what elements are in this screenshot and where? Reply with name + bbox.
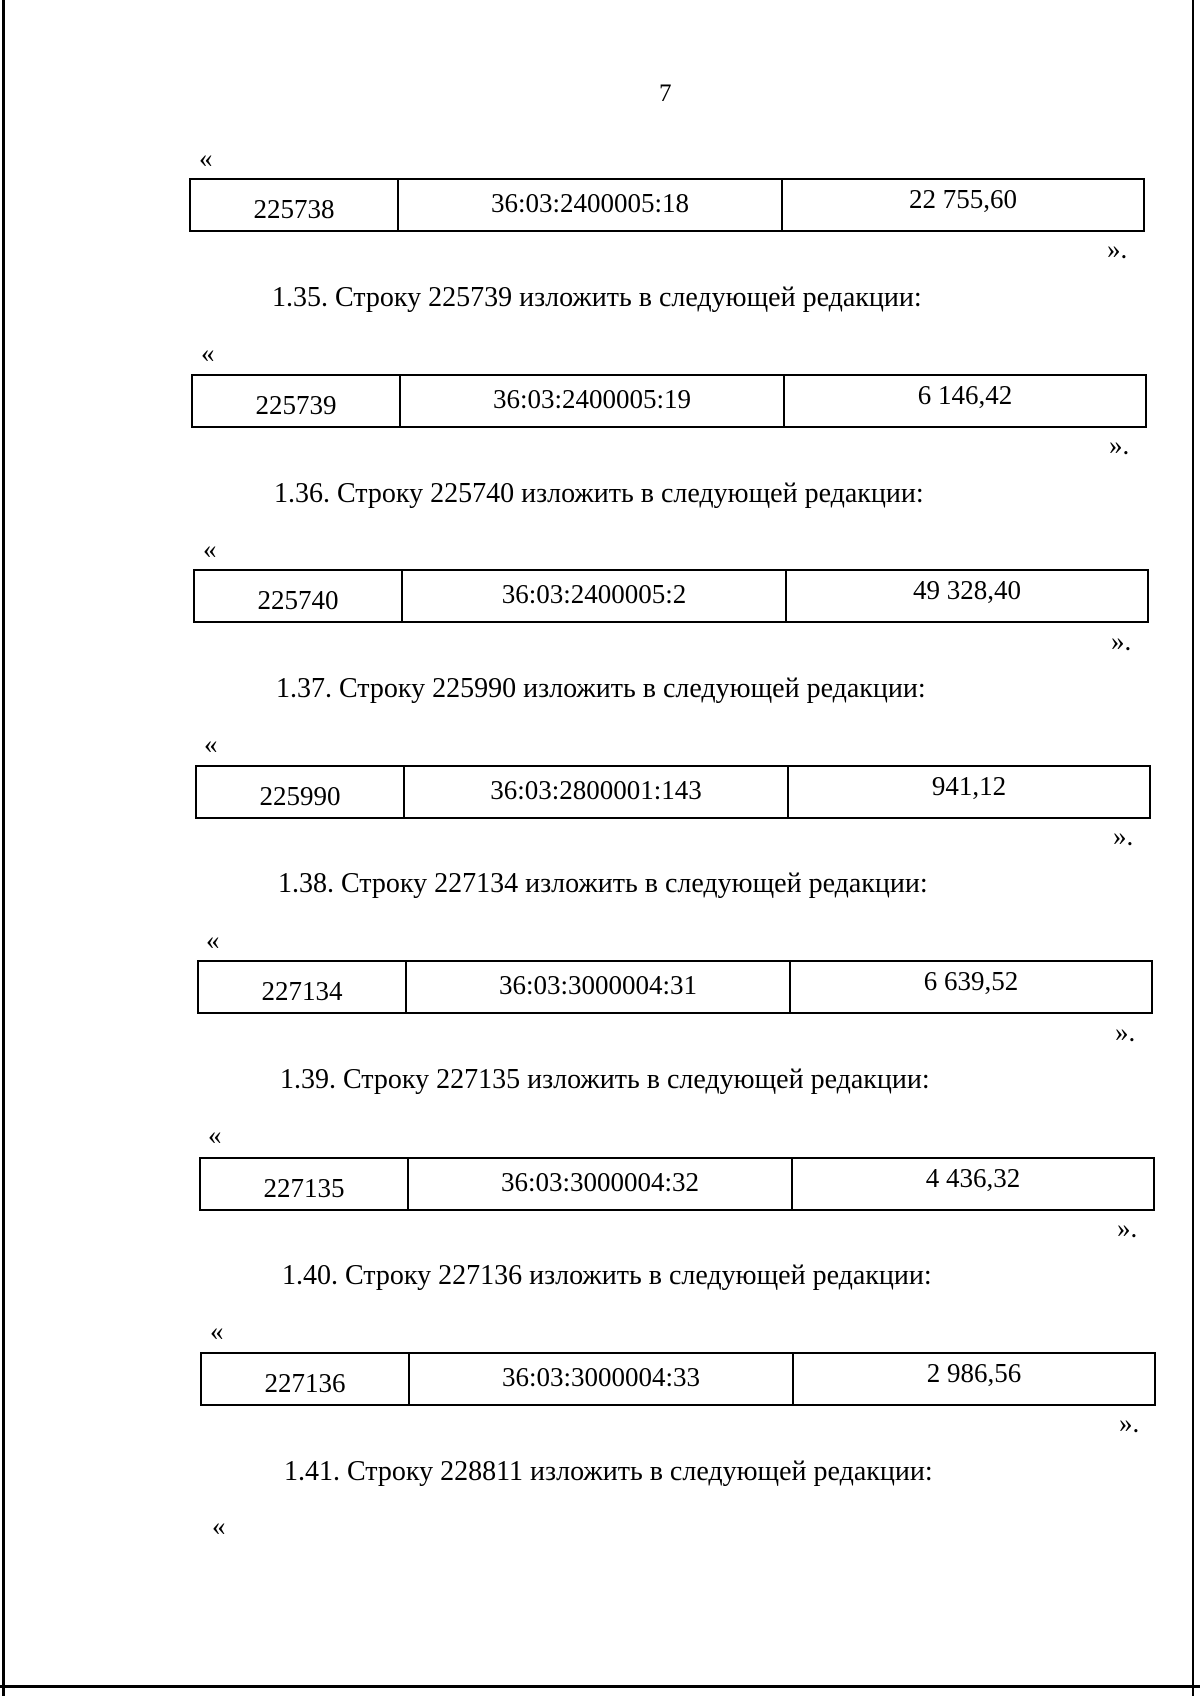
data-table-row (193, 569, 1149, 623)
data-table-row (200, 1352, 1156, 1406)
row-code-cell: 225740 (195, 571, 403, 621)
opening-quote: « (203, 534, 217, 564)
cadastral-number-cell: 36:03:2400005:2 (403, 571, 787, 621)
section-heading: 1.36. Строку 225740 изложить в следующей редакции: (274, 478, 924, 509)
cadastral-number-cell: 36:03:3000004:32 (409, 1159, 793, 1209)
cadastral-number-cell: 36:03:3000004:33 (410, 1354, 794, 1404)
opening-quote: « (201, 338, 215, 368)
closing-quote: ». (1119, 1408, 1140, 1438)
row-code-cell: 227135 (201, 1159, 409, 1209)
page-edge-bottom (0, 1685, 1200, 1688)
closing-quote: ». (1115, 1017, 1136, 1047)
value-cell: 22 755,60 (909, 184, 1017, 214)
section-heading: 1.41. Строку 228811 изложить в следующей редакции: (284, 1456, 933, 1487)
cadastral-number-cell: 36:03:2800001:143 (405, 767, 789, 817)
value-cell: 6 639,52 (923, 966, 1019, 996)
closing-quote: ». (1111, 626, 1132, 656)
cadastral-number-cell: 36:03:2400005:18 (399, 180, 783, 230)
cadastral-number-cell: 36:03:2400005:19 (401, 376, 785, 426)
cadastral-number-cell: 36:03:3000004:31 (407, 962, 791, 1012)
value-cell: 941,12 (931, 771, 1007, 801)
page-edge-left (2, 0, 5, 1696)
value-cell: 4 436,32 (925, 1163, 1021, 1193)
opening-quote: « (206, 925, 220, 955)
data-table-row (191, 374, 1147, 428)
row-code-cell: 225990 (197, 767, 405, 817)
section-heading: 1.37. Строку 225990 изложить в следующей редакции: (276, 673, 926, 704)
opening-quote: « (199, 143, 213, 173)
value-cell: 49 328,40 (913, 575, 1021, 605)
section-heading: 1.39. Строку 227135 изложить в следующей редакции: (280, 1064, 930, 1095)
data-table-row (189, 178, 1145, 232)
section-heading: 1.40. Строку 227136 изложить в следующей редакции: (282, 1260, 932, 1291)
section-heading: 1.35. Строку 225739 изложить в следующей редакции: (272, 282, 922, 313)
data-table-row (199, 1157, 1155, 1211)
data-table-row (197, 960, 1153, 1014)
value-cell: 2 986,56 (926, 1358, 1022, 1388)
page-edge-right (1192, 0, 1194, 1696)
opening-quote: « (204, 729, 218, 759)
row-code-cell: 225738 (191, 180, 399, 230)
data-table-row (195, 765, 1151, 819)
closing-quote: ». (1107, 234, 1128, 264)
closing-quote: ». (1109, 430, 1130, 460)
page-number: 7 (659, 80, 672, 107)
value-cell: 6 146,42 (917, 380, 1013, 410)
row-code-cell: 227134 (199, 962, 407, 1012)
closing-quote: ». (1113, 821, 1134, 851)
row-code-cell: 225739 (193, 376, 401, 426)
section-heading: 1.38. Строку 227134 изложить в следующей редакции: (278, 868, 928, 899)
row-code-cell: 227136 (202, 1354, 410, 1404)
opening-quote: « (210, 1316, 224, 1346)
opening-quote: « (208, 1120, 222, 1150)
closing-quote: ». (1117, 1213, 1138, 1243)
opening-quote: « (212, 1511, 226, 1541)
